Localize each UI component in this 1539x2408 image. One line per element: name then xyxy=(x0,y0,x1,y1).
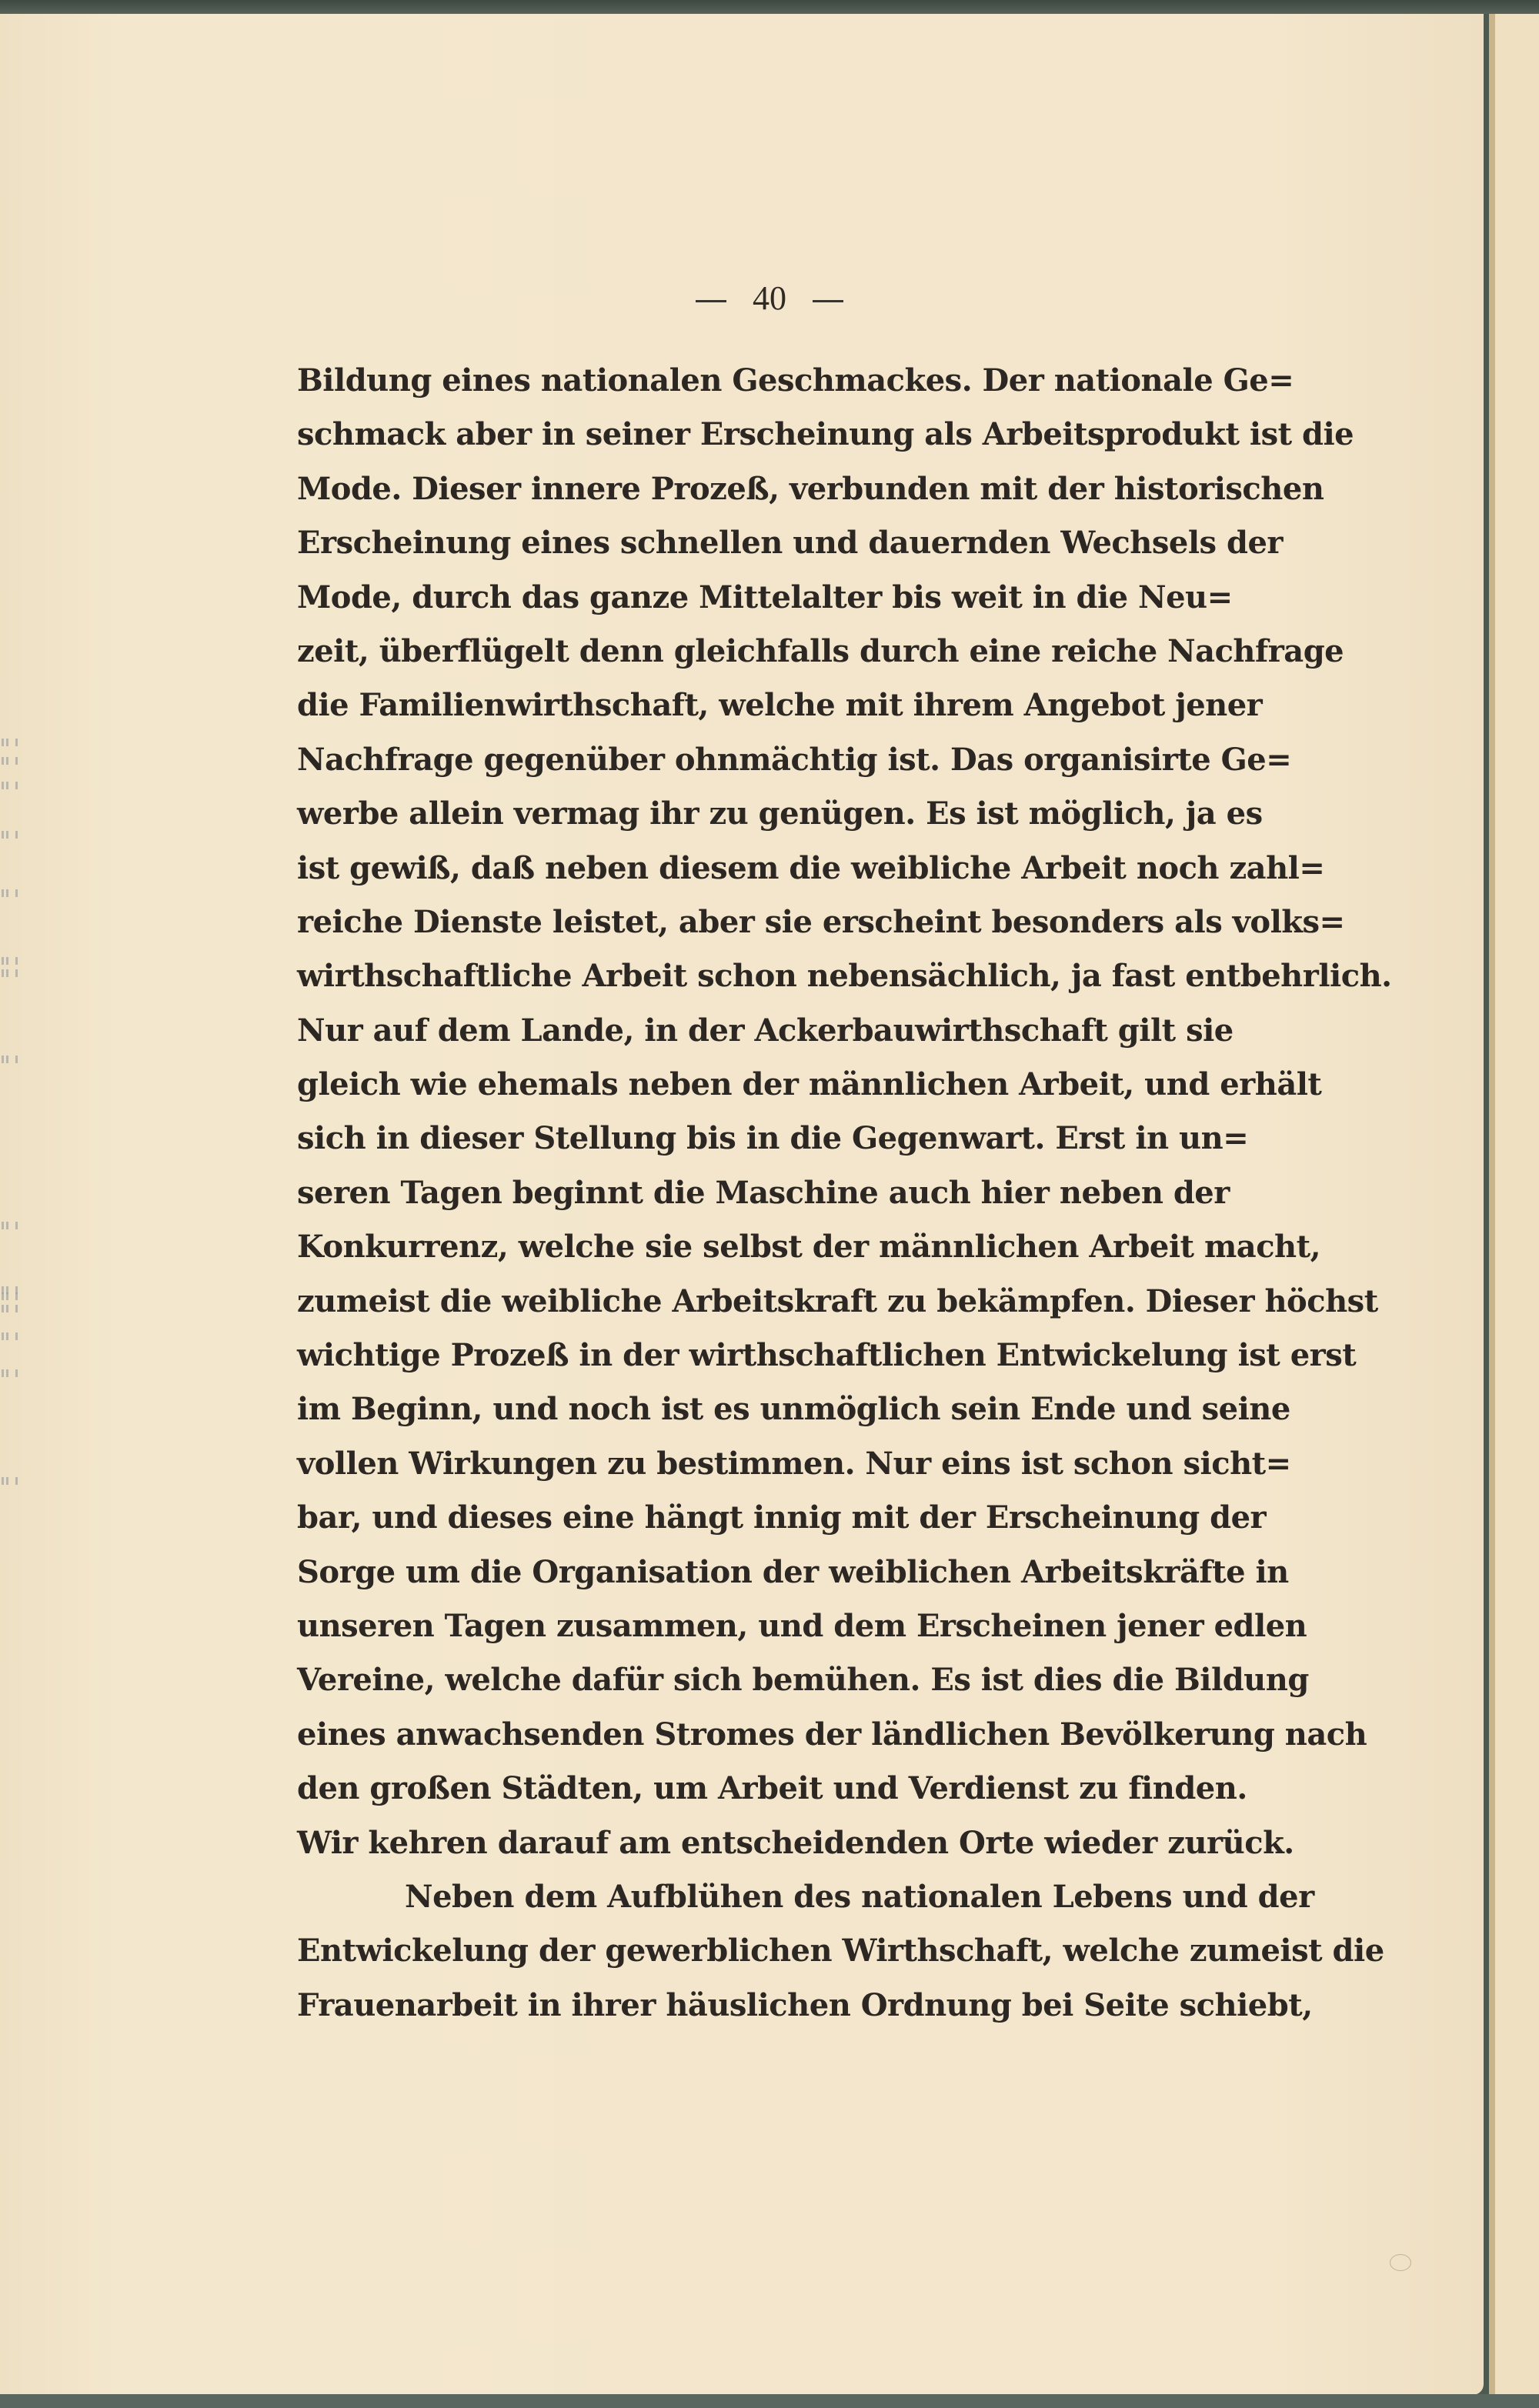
margin-mark xyxy=(2,757,4,765)
margin-mark xyxy=(2,889,4,897)
margin-show-through-marks xyxy=(0,692,23,1385)
text-line: unseren Tagen zusammen, und dem Erscheinen jener edlen xyxy=(297,1607,1307,1644)
margin-mark xyxy=(2,1056,4,1063)
margin-mark xyxy=(6,1222,8,1229)
text-line: vollen Wirkungen zu bestimmen. Nur eins ist schon sicht= xyxy=(297,1445,1291,1482)
margin-mark xyxy=(2,782,4,789)
paragraph xyxy=(297,1870,1384,2033)
text-line: Bildung eines nationalen Geschmackes. Der nationale Ge= xyxy=(297,362,1294,399)
margin-mark xyxy=(2,969,4,977)
text-line: Nur auf dem Lande, in der Ackerbauwirthschaft gilt sie xyxy=(297,1012,1234,1049)
text-line: Vereine, welche dafür sich bemühen. Es ist dies die Bildung xyxy=(297,1662,1309,1699)
margin-mark xyxy=(15,1292,18,1300)
text-line: bar, und dieses eine hängt innig mit der Erscheinung der xyxy=(297,1499,1267,1536)
text-line: den großen Städten, um Arbeit und Verdienst zu finden. xyxy=(297,1770,1247,1807)
margin-mark xyxy=(6,831,8,839)
margin-mark xyxy=(15,757,18,765)
text-line: sich in dieser Stellung bis in die Gegenwart. Erst in un= xyxy=(297,1120,1249,1157)
margin-mark xyxy=(6,1292,8,1300)
text-line: Konkurrenz, welche sie selbst der männlichen Arbeit macht, xyxy=(297,1229,1321,1266)
margin-mark xyxy=(15,1332,18,1340)
text-line: wirthschaftliche Arbeit schon nebensächlich, ja fast entbehrlich. xyxy=(297,958,1392,995)
page-number-header xyxy=(0,278,1539,318)
margin-mark xyxy=(15,1222,18,1229)
margin-mark xyxy=(2,1369,4,1377)
folio-dash-right xyxy=(813,300,843,302)
body-text xyxy=(297,354,1392,2033)
paragraph xyxy=(297,354,1392,1870)
margin-mark xyxy=(6,969,8,977)
margin-mark xyxy=(2,1292,4,1300)
text-line: Nachfrage gegenüber ohnmächtig ist. Das organisirte Ge= xyxy=(297,741,1292,778)
text-line: Mode. Dieser innere Prozeß, verbunden mit der historischen xyxy=(297,470,1324,507)
text-line: eines anwachsenden Stromes der ländlichen Bevölkerung nach xyxy=(297,1716,1367,1753)
margin-mark xyxy=(15,739,18,746)
text-line: zumeist die weibliche Arbeitskraft zu bekämpfen. Dieser höchst xyxy=(297,1282,1378,1319)
margin-mark xyxy=(2,1222,4,1229)
text-line: reiche Dienste leistet, aber sie erscheint besonders als volks= xyxy=(297,903,1345,940)
text-line: Entwickelung der gewerblichen Wirthschaft, welche zumeist die xyxy=(297,1933,1384,1969)
margin-mark xyxy=(15,1056,18,1063)
margin-mark xyxy=(15,1369,18,1377)
text-line: ist gewiß, daß neben diesem die weibliche Arbeit noch zahl= xyxy=(297,849,1325,886)
text-line: wichtige Prozeß in der wirthschaftlichen Entwickelung ist erst xyxy=(297,1337,1357,1374)
margin-mark xyxy=(15,1305,18,1312)
margin-mark xyxy=(2,1332,4,1340)
margin-mark xyxy=(6,757,8,765)
folio-dash-left xyxy=(696,300,726,302)
margin-mark xyxy=(15,782,18,789)
text-line: Mode, durch das ganze Mittelalter bis weit in die Neu= xyxy=(297,579,1233,615)
text-line: Frauenarbeit in ihrer häuslichen Ordnung bei Seite schiebt, xyxy=(297,1986,1313,2023)
margin-mark xyxy=(2,957,4,965)
text-line: seren Tagen beginnt die Maschine auch hier neben der xyxy=(297,1174,1230,1211)
margin-mark xyxy=(6,1477,8,1485)
margin-mark xyxy=(2,1477,4,1485)
page-number: 40 xyxy=(753,279,786,317)
text-line: Neben dem Aufblühen des nationalen Lebens und der xyxy=(405,1878,1314,1915)
pencil-mark xyxy=(1390,2254,1411,2271)
text-line: Erscheinung eines schnellen und dauernden Wechsels der xyxy=(297,525,1283,562)
text-line: werbe allein vermag ihr zu genügen. Es ist möglich, ja es xyxy=(297,795,1263,832)
margin-mark xyxy=(15,957,18,965)
margin-mark xyxy=(6,889,8,897)
text-line: Sorge um die Organisation der weiblichen Arbeitskräfte in xyxy=(297,1553,1289,1590)
margin-mark xyxy=(15,969,18,977)
margin-mark xyxy=(2,831,4,839)
margin-mark xyxy=(15,1477,18,1485)
text-line: im Beginn, und noch ist es unmöglich sein Ende und seine xyxy=(297,1391,1290,1428)
margin-mark xyxy=(6,782,8,789)
margin-mark xyxy=(2,1305,4,1312)
text-line: Wir kehren darauf am entscheidenden Orte wieder zurück. xyxy=(297,1824,1294,1861)
margin-mark xyxy=(6,957,8,965)
book-cover-top-edge xyxy=(0,0,1539,14)
book-cover-bottom-edge xyxy=(0,2394,1539,2408)
margin-mark xyxy=(6,739,8,746)
margin-mark xyxy=(2,739,4,746)
margin-mark xyxy=(15,831,18,839)
text-line: die Familienwirthschaft, welche mit ihrem Angebot jener xyxy=(297,687,1263,724)
margin-mark xyxy=(6,1369,8,1377)
margin-mark xyxy=(6,1332,8,1340)
text-line: zeit, überflügelt denn gleichfalls durch eine reiche Nachfrage xyxy=(297,632,1344,669)
margin-mark xyxy=(6,1056,8,1063)
adjacent-page-edge xyxy=(1489,14,1539,2395)
text-line: gleich wie ehemals neben der männlichen Arbeit, und erhält xyxy=(297,1066,1322,1103)
margin-mark xyxy=(15,889,18,897)
text-line: schmack aber in seiner Erscheinung als Arbeitsprodukt ist die xyxy=(297,416,1354,453)
margin-mark xyxy=(6,1305,8,1312)
